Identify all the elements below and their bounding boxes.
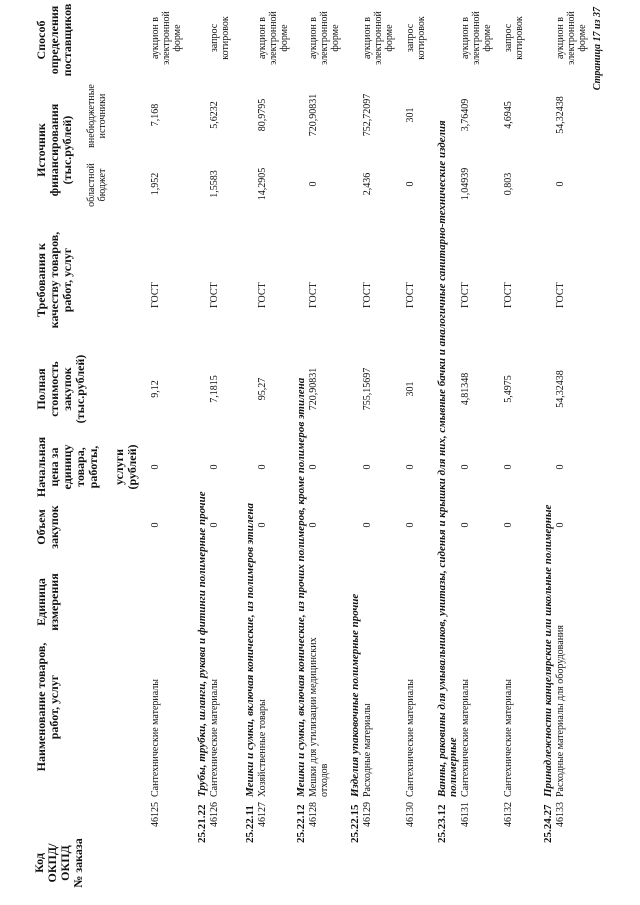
row-volume: 0 xyxy=(555,522,566,528)
row-fin-external: 720,90831 xyxy=(308,93,319,137)
row-volume: 0 xyxy=(257,522,268,528)
row-name: Сантехнические материалы xyxy=(503,679,514,797)
row-order: 132 xyxy=(503,802,514,817)
row-volume: 0 xyxy=(460,522,471,528)
row-order: 131 xyxy=(460,802,471,817)
row-fin-regional: 1,04939 xyxy=(460,167,471,201)
row-requirements: ГОСТ xyxy=(257,282,268,308)
row-fin-external: 752,72097 xyxy=(362,93,373,137)
section-code: 25.22.12 xyxy=(295,804,307,843)
row-fin-external: 301 xyxy=(405,107,416,123)
row-price: 0 xyxy=(308,464,319,470)
row-method: аукцион в электронной форме xyxy=(362,11,395,65)
row-volume: 0 xyxy=(503,522,514,528)
row-total: 4,81348 xyxy=(460,372,471,406)
section-code: 25.24.27 xyxy=(542,804,554,843)
row-order: 130 xyxy=(405,802,416,817)
section-code: 25.21.22 xyxy=(196,804,208,843)
row-order: 125 xyxy=(150,802,161,817)
header-financing-external: внебюджетные источники xyxy=(86,84,108,148)
row-num: 46 xyxy=(150,817,161,827)
row-requirements: ГОСТ xyxy=(308,282,319,308)
row-price: 0 xyxy=(555,464,566,470)
row-fin-external: 3,76409 xyxy=(460,98,471,132)
row-name: Хозяйственные товары xyxy=(257,699,268,797)
section-code: 25.22.15 xyxy=(349,804,361,843)
section-title: Принадлежности канцелярские или школьные полимерные xyxy=(542,504,554,797)
section-title: Изделия упаковочные полимерные прочие xyxy=(349,593,361,797)
row-fin-regional: 1,952 xyxy=(150,172,161,196)
row-fin-regional: 2,436 xyxy=(362,172,373,196)
section-title: Ванны, раковины для умывальников, унитазы, сиденья и крышки для них, смывные бачки и аналогичные санитарно-технические изделия полимерные xyxy=(436,120,459,797)
row-price: 0 xyxy=(503,464,514,470)
row-requirements: ГОСТ xyxy=(362,282,373,308)
header-method: Способ определения поставщиков xyxy=(34,3,74,77)
section-title: Мешки и сумки, включая конические, из прочих полимеров, кроме полимеров этилена xyxy=(295,377,307,797)
row-method: запрос котировок xyxy=(209,16,231,60)
row-fin-regional: 1,5583 xyxy=(209,170,220,198)
row-fin-external: 4,6945 xyxy=(503,101,514,129)
row-fin-external: 54,32438 xyxy=(555,96,566,134)
row-price: 0 xyxy=(150,464,161,470)
row-num: 46 xyxy=(257,817,268,827)
row-method: запрос котировок xyxy=(405,16,427,60)
page-number: Страница 17 из 37 xyxy=(592,7,603,91)
row-price: 0 xyxy=(362,464,373,470)
row-requirements: ГОСТ xyxy=(555,282,566,308)
row-name: Расходные материалы для оборудования xyxy=(555,625,566,797)
row-requirements: ГОСТ xyxy=(405,282,416,308)
row-total: 301 xyxy=(405,381,416,397)
row-total: 54,32438 xyxy=(555,370,566,408)
row-name: Сантехнические материалы xyxy=(460,679,471,797)
row-method: аукцион в электронной форме xyxy=(257,11,290,65)
row-total: 9,12 xyxy=(150,380,161,398)
row-method: аукцион в электронной форме xyxy=(308,11,341,65)
row-price: 0 xyxy=(405,464,416,470)
row-order: 126 xyxy=(209,802,220,817)
header-volume: Объем закупок xyxy=(34,505,61,549)
header-code: Код ОКПД/ ОКПД № заказа xyxy=(32,838,85,888)
header-financing-regional: областной бюджет xyxy=(86,163,108,207)
section-title: Мешки и сумки, включая конические, из полимеров этилена xyxy=(244,503,256,797)
row-num: 46 xyxy=(503,817,514,827)
row-num: 46 xyxy=(308,817,319,827)
section-title: Трубы, трубки, шланги, рукава и фитинги полимерные прочие xyxy=(196,491,208,797)
section-code: 25.23.12 xyxy=(436,804,448,843)
header-total: Полная стоимость закупок (тыс.рублей) xyxy=(34,354,87,424)
row-num: 46 xyxy=(209,817,220,827)
header-unit: Единица измерения xyxy=(34,573,61,631)
row-requirements: ГОСТ xyxy=(209,282,220,308)
row-total: 720,90831 xyxy=(308,367,319,411)
row-order: 133 xyxy=(555,802,566,817)
row-method: аукцион в электронной форме xyxy=(555,11,588,65)
row-name: Расходные материалы xyxy=(362,703,373,797)
header-requirements: Требования к качеству товаров, работ, услуг xyxy=(34,231,74,329)
row-requirements: ГОСТ xyxy=(503,282,514,308)
header-name: Наименование товаров, работ, услуг xyxy=(34,642,61,772)
section-code: 25.22.11 xyxy=(244,805,256,843)
row-volume: 0 xyxy=(150,522,161,528)
row-fin-external: 80,9795 xyxy=(257,98,268,132)
row-fin-regional: 14,2905 xyxy=(257,167,268,201)
row-price: 0 xyxy=(460,464,471,470)
row-volume: 0 xyxy=(362,522,373,528)
row-num: 46 xyxy=(405,817,416,827)
row-num: 46 xyxy=(362,817,373,827)
row-total: 5,4975 xyxy=(503,375,514,403)
row-fin-regional: 0 xyxy=(308,181,319,187)
row-requirements: ГОСТ xyxy=(460,282,471,308)
row-volume: 0 xyxy=(308,522,319,528)
row-name: Сантехнические материалы xyxy=(209,679,220,797)
row-method: аукцион в электронной форме xyxy=(460,11,493,65)
row-num: 46 xyxy=(555,817,566,827)
row-volume: 0 xyxy=(209,522,220,528)
row-fin-regional: 0 xyxy=(405,181,416,187)
row-order: 128 xyxy=(308,802,319,817)
row-name: Мешки для утилизации медицинских отходов xyxy=(308,637,330,797)
row-total: 95,27 xyxy=(257,377,268,401)
header-price: Начальная цена за единицу товара, работы, услуги (рублей) xyxy=(34,436,139,498)
row-name: Сантехнические материалы xyxy=(405,679,416,797)
row-method: запрос котировок xyxy=(503,16,525,60)
row-num: 46 xyxy=(460,817,471,827)
row-fin-regional: 0 xyxy=(555,181,566,187)
row-total: 7,1815 xyxy=(209,375,220,403)
row-fin-external: 5,6232 xyxy=(209,101,220,129)
row-requirements: ГОСТ xyxy=(150,282,161,308)
row-fin-external: 7,168 xyxy=(150,103,161,127)
row-method: аукцион в электронной форме xyxy=(150,11,183,65)
row-price: 0 xyxy=(257,464,268,470)
header-financing: Источник финансирования (тыс.рублей) xyxy=(34,103,74,197)
row-name: Сантехнические материалы xyxy=(150,679,161,797)
row-fin-regional: 0,803 xyxy=(503,172,514,196)
row-total: 755,15697 xyxy=(362,367,373,411)
row-volume: 0 xyxy=(405,522,416,528)
row-price: 0 xyxy=(209,464,220,470)
row-order: 127 xyxy=(257,802,268,817)
row-order: 129 xyxy=(362,802,373,817)
